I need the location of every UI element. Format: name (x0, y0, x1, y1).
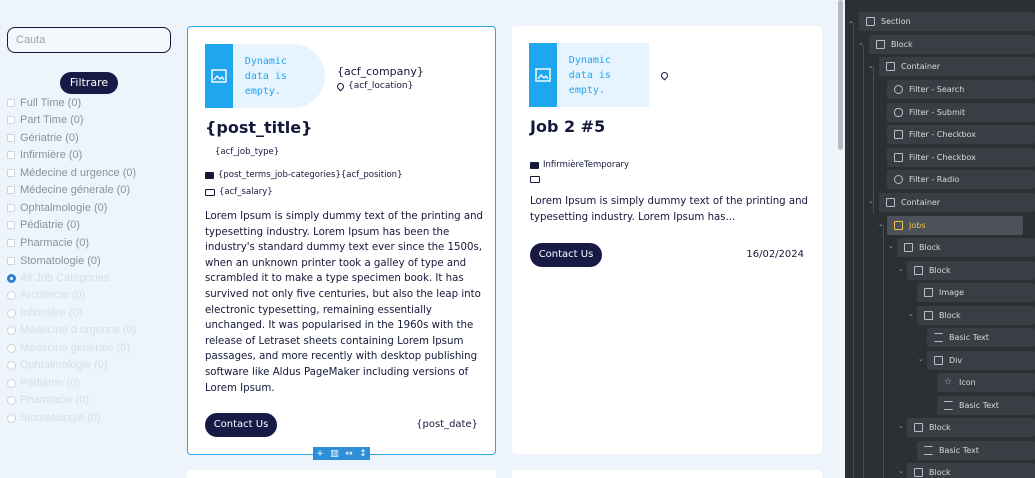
radio-icon (894, 175, 903, 184)
nav-node-block[interactable] (907, 463, 1035, 478)
radio-icon[interactable] (7, 309, 16, 318)
filter-checkbox[interactable] (7, 201, 107, 215)
job-salary (530, 176, 540, 183)
element-toolbar (313, 447, 370, 460)
nav-node-filter-submit[interactable] (887, 103, 1035, 122)
div-icon (934, 356, 943, 365)
search-input[interactable]: Cauta (7, 27, 171, 53)
radio-label: Médecine d urgence (0) (20, 324, 137, 336)
node-label: Block (929, 468, 951, 477)
job-card[interactable] (512, 26, 822, 454)
text-icon (934, 333, 943, 342)
checkbox-label: Médecine d urgence (0) (20, 167, 137, 179)
filter-checkbox[interactable] (7, 166, 136, 180)
money-icon (530, 176, 540, 183)
node-label: Section (881, 17, 911, 26)
filter-radio[interactable] (7, 411, 101, 425)
checkbox-icon (894, 130, 903, 139)
block-icon (914, 266, 923, 275)
nav-node-block[interactable] (907, 261, 1035, 280)
chevron-down-icon[interactable]: ⌄ (858, 39, 864, 47)
chevron-down-icon[interactable]: ⌄ (918, 355, 924, 363)
checkbox-icon[interactable] (7, 221, 15, 229)
dynamic-data-notice: Dynamic data is empty. (244, 56, 287, 97)
nav-node-container[interactable] (879, 193, 1035, 212)
nav-node-container[interactable] (879, 57, 1035, 76)
nav-node-block[interactable] (897, 238, 1035, 257)
contact-us-button[interactable]: Contact Us (530, 243, 602, 267)
post-date: {post_date} (416, 419, 478, 430)
post-date: 16/02/2024 (746, 249, 804, 260)
briefcase-icon (205, 172, 214, 179)
radio-icon[interactable] (7, 379, 16, 388)
filter-submit-button[interactable]: Filtrare (60, 72, 118, 94)
filter-radio-selected[interactable] (7, 271, 109, 285)
nav-node-filter-radio[interactable] (887, 170, 1035, 189)
chevron-down-icon[interactable]: ⌄ (868, 197, 874, 205)
star-icon: ☆ (944, 377, 953, 387)
add-icon[interactable]: + (316, 448, 324, 459)
nav-node-filter-checkbox[interactable] (887, 148, 1035, 167)
radio-label: Ophtalmologie (0) (20, 359, 108, 371)
node-label: Block (919, 243, 941, 252)
briefcase-icon (530, 162, 539, 169)
checkbox-label: Pharmacie (0) (20, 237, 90, 249)
filter-checkbox[interactable] (7, 236, 89, 250)
node-label: Filter - Checkbox (909, 153, 976, 162)
chevron-down-icon[interactable]: ⌄ (888, 242, 894, 250)
block-icon (914, 423, 923, 432)
radio-label: Pédiatrie (0) (20, 377, 80, 389)
text-icon (924, 446, 933, 455)
radio-icon[interactable] (7, 396, 16, 405)
company-name: {acf_company} (337, 65, 424, 78)
dynamic-image-block (205, 44, 325, 108)
node-label: Jobs (909, 221, 926, 230)
search-icon (894, 85, 903, 94)
nav-node-div[interactable] (927, 351, 1035, 370)
radio-label: All Job Categories (20, 272, 110, 284)
radio-label: Médecine générale (0) (20, 342, 131, 354)
filter-checkbox[interactable] (7, 113, 84, 127)
block-icon (876, 40, 885, 49)
nav-node-image[interactable] (917, 283, 1035, 302)
job-salary (205, 187, 273, 197)
image-icon (205, 44, 233, 108)
block-icon (914, 468, 923, 477)
job-card[interactable] (187, 26, 496, 455)
node-label: Basic Text (949, 333, 989, 342)
nav-node-block[interactable] (907, 418, 1035, 437)
filter-checkbox[interactable] (7, 254, 101, 268)
pointer-icon (894, 108, 903, 117)
location-text: {acf_location} (348, 81, 414, 91)
filter-radio[interactable] (7, 376, 80, 390)
filter-radio[interactable] (7, 358, 107, 372)
dynamic-data-notice: Dynamic data is empty. (568, 55, 611, 96)
checkbox-icon (894, 153, 903, 162)
contact-us-button[interactable]: Contact Us (205, 413, 277, 437)
location (661, 72, 668, 79)
nav-node-block[interactable] (869, 35, 1035, 54)
nav-node-basic-text[interactable] (937, 396, 1035, 415)
checkbox-label: Stomatologie (0) (20, 255, 101, 267)
node-label: Basic Text (939, 446, 979, 455)
image-icon (924, 288, 933, 297)
checkbox-label: Part Time (0) (20, 114, 84, 126)
job-description: Lorem Ipsum is simply dummy text of the printing and typesetting industry. Lorem Ipsum has... (530, 196, 809, 223)
radio-label: Infirmière (0) (20, 307, 83, 319)
filter-radio[interactable] (7, 341, 130, 355)
job-categories (205, 170, 402, 180)
node-label: Container (901, 62, 941, 71)
checkbox-icon[interactable] (7, 257, 15, 265)
node-label: Filter - Radio (909, 175, 960, 184)
nav-node-filter-search[interactable] (887, 80, 1035, 99)
filter-panel (0, 0, 180, 478)
chevron-down-icon[interactable]: ⌄ (898, 467, 904, 475)
checkbox-label: Full Time (0) (20, 97, 82, 109)
structure-panel (845, 0, 1035, 478)
salary-text: {acf_salary} (219, 187, 273, 197)
chevron-down-icon[interactable]: ⌄ (898, 422, 904, 430)
job-type: {acf_job_type} (215, 147, 280, 157)
filter-radio[interactable] (7, 288, 85, 302)
checkbox-icon[interactable] (7, 239, 15, 247)
node-label: Block (891, 40, 913, 49)
radio-icon[interactable] (7, 274, 16, 283)
chevron-down-icon[interactable]: ⌄ (898, 265, 904, 273)
categories-text: InfirmièreTemporary (543, 160, 630, 170)
nav-node-basic-text[interactable] (917, 441, 1035, 460)
job-card[interactable] (187, 470, 496, 478)
checkbox-icon[interactable] (7, 99, 15, 107)
block-icon (924, 311, 933, 320)
filter-checkbox[interactable] (7, 131, 79, 145)
job-categories (530, 160, 629, 170)
checkbox-label: Gériatrie (0) (20, 132, 79, 144)
radio-icon[interactable] (7, 326, 16, 335)
image-icon (529, 43, 557, 107)
nav-node-jobs[interactable] (887, 216, 1023, 235)
node-label: Block (929, 423, 951, 432)
filter-radio[interactable] (7, 393, 89, 407)
job-description: Lorem Ipsum is simply dummy text of the printing and typesetting industry. Lorem Ipsum has been the industry's standard dummy text ever since the 1500s, when an unknown printer took a galley of type and scrambled it to make a type specimen book. It has survived not only five centuries, but also the leap into electronic typesetting, remaining essentially unchanged. It was popularised in the 1960s with the release of Letraset sheets containing Lorem Ipsum passages, and more recently with desktop publishing software like Aldus PageMaker including versions of Lorem Ipsum. (205, 211, 484, 394)
node-label: Block (939, 311, 961, 320)
node-label: Container (901, 198, 941, 207)
checkbox-icon[interactable] (7, 151, 15, 159)
job-title: Job 2 #5 (530, 117, 606, 136)
job-card[interactable] (512, 470, 822, 478)
checkbox-label: Infirmière (0) (20, 149, 83, 161)
filter-checkbox[interactable] (7, 148, 82, 162)
node-label: Icon (959, 378, 976, 387)
node-label: Filter - Checkbox (909, 130, 976, 139)
radio-icon[interactable] (7, 291, 16, 300)
checkbox-icon[interactable] (7, 204, 15, 212)
radio-label: Architecte (0) (20, 289, 86, 301)
location-pin-icon (660, 71, 670, 81)
money-icon (205, 189, 215, 196)
columns-icon[interactable]: ▥ (330, 448, 339, 459)
node-label: Block (929, 266, 951, 275)
checkbox-icon[interactable] (7, 116, 15, 124)
nav-node-icon[interactable] (937, 373, 1035, 392)
nav-node-section[interactable] (859, 12, 1035, 31)
checkbox-label: Médecine génerale (0) (20, 184, 131, 196)
checkbox-label: Ophtalmologie (0) (20, 202, 108, 214)
checkbox-icon[interactable] (7, 169, 15, 177)
filter-checkbox[interactable] (7, 183, 130, 197)
nav-node-block[interactable] (917, 306, 1035, 325)
canvas-scrollbar[interactable] (836, 0, 845, 478)
chevron-down-icon[interactable]: ⌄ (868, 62, 874, 70)
filter-checkbox[interactable] (7, 218, 80, 232)
vertical-resize-icon[interactable]: ↕ (359, 448, 367, 459)
radio-icon[interactable] (7, 414, 16, 423)
checkbox-icon[interactable] (7, 186, 15, 194)
chevron-down-icon[interactable]: ⌄ (908, 310, 914, 318)
radio-label: Stomatologie (0) (20, 412, 101, 424)
node-label: Filter - Submit (909, 108, 966, 117)
node-label: Image (939, 288, 965, 297)
container-icon (886, 62, 895, 71)
text-icon (944, 401, 953, 410)
categories-text: {post_terms_job-categories}{acf_position} (218, 170, 403, 180)
horizontal-resize-icon[interactable]: ↔ (345, 448, 353, 459)
filter-checkbox[interactable] (7, 96, 81, 110)
location-pin-icon (336, 81, 346, 91)
location (337, 81, 413, 91)
filter-radio[interactable] (7, 323, 136, 337)
radio-icon[interactable] (7, 344, 16, 353)
job-title: {post_title} (205, 118, 313, 137)
scrollbar-thumb[interactable] (838, 0, 843, 150)
checkbox-label: Pédiatrie (0) (20, 219, 80, 231)
nav-node-filter-checkbox[interactable] (887, 125, 1035, 144)
container-icon (886, 198, 895, 207)
filter-radio[interactable] (7, 306, 82, 320)
chevron-down-icon[interactable]: ⌄ (848, 17, 854, 25)
block-icon (904, 243, 913, 252)
node-label: Filter - Search (909, 85, 965, 94)
chevron-down-icon[interactable]: ⌄ (878, 220, 884, 228)
section-icon (866, 17, 875, 26)
block-icon (894, 221, 903, 230)
radio-label: Pharmacie (0) (20, 394, 90, 406)
radio-icon[interactable] (7, 361, 16, 370)
node-label: Basic Text (959, 401, 999, 410)
checkbox-icon[interactable] (7, 134, 15, 142)
node-label: Div (949, 356, 963, 365)
dynamic-image-block (529, 43, 649, 107)
nav-node-basic-text[interactable] (927, 328, 1035, 347)
